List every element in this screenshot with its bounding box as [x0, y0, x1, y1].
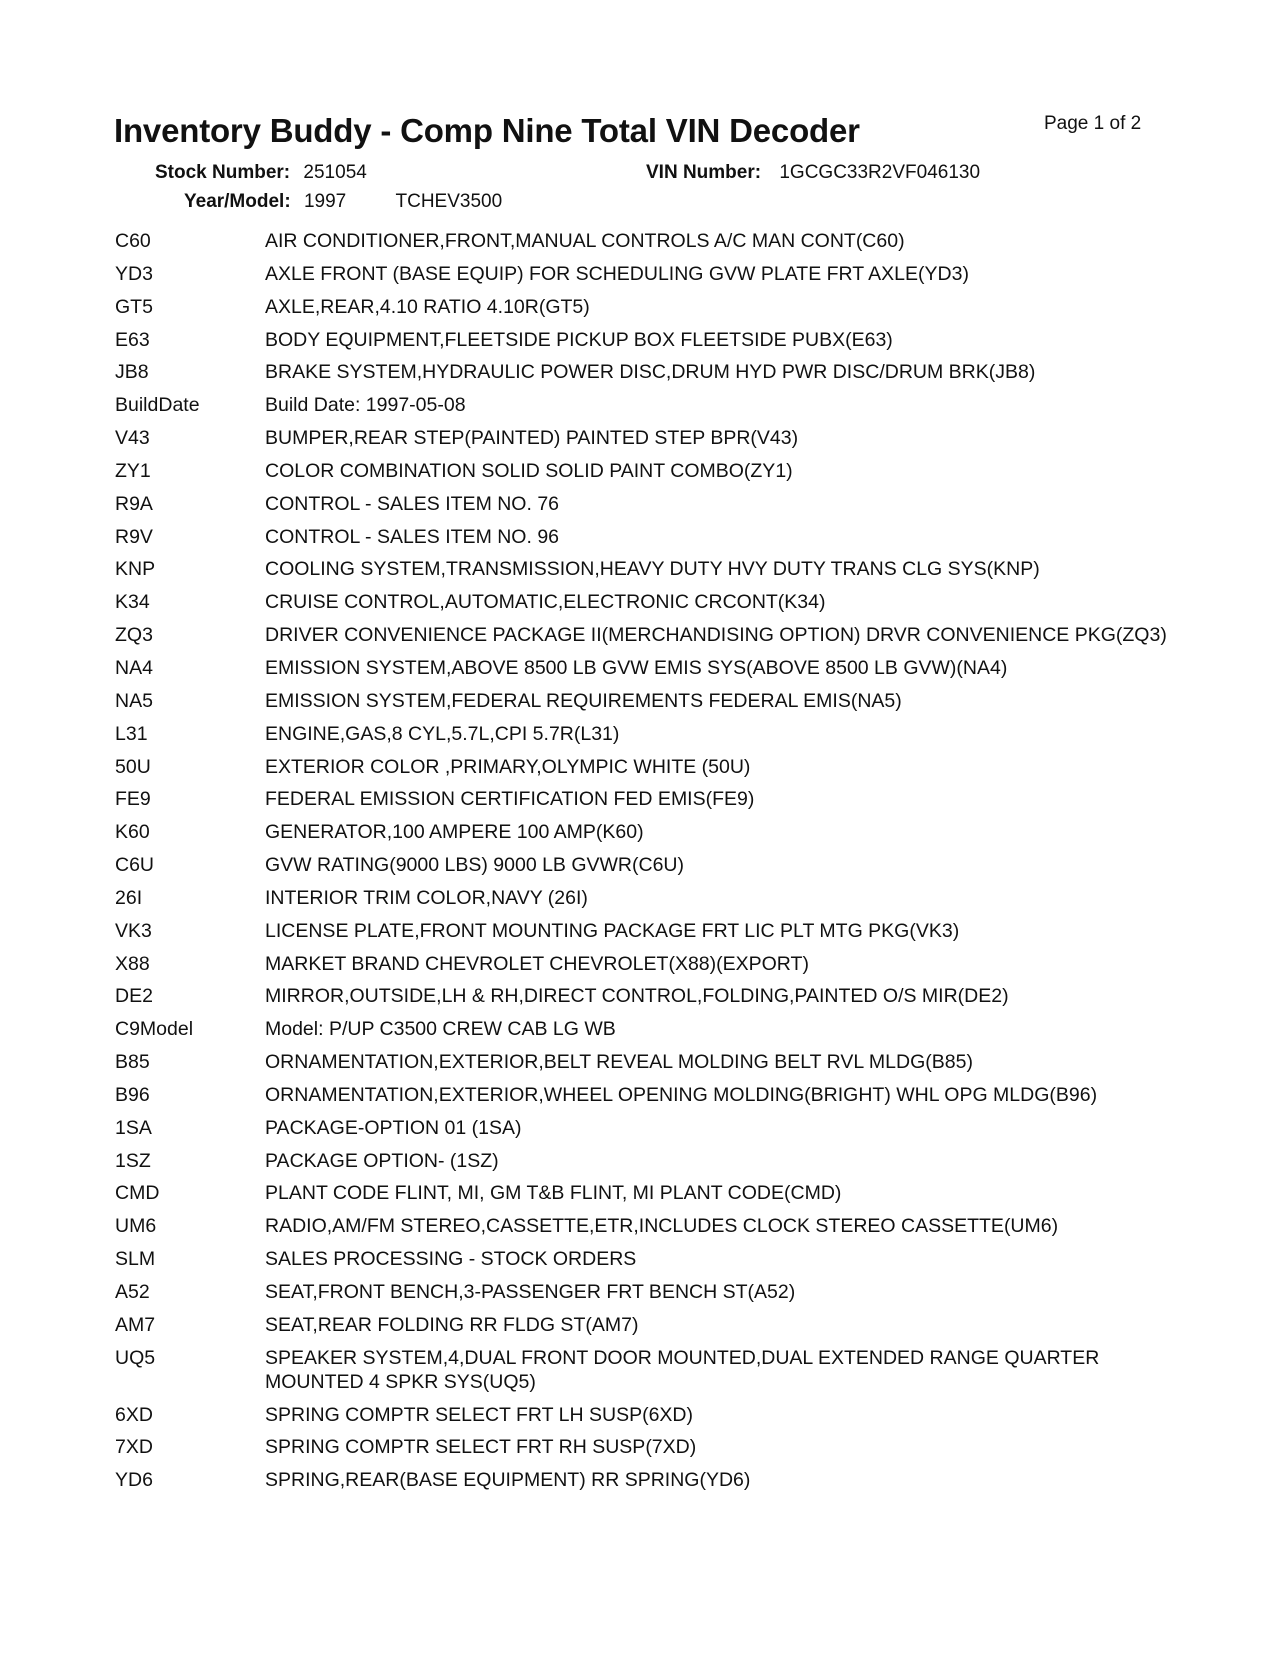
option-description: INTERIOR TRIM COLOR,NAVY (26I) — [265, 886, 588, 909]
option-description: RADIO,AM/FM STEREO,CASSETTE,ETR,INCLUDES CLOCK STEREO CASSETTE(UM6) — [265, 1215, 1059, 1238]
vin-number — [646, 162, 980, 184]
option-code: K34 — [115, 591, 150, 614]
option-code: V43 — [115, 427, 150, 450]
option-description: ORNAMENTATION,EXTERIOR,BELT REVEAL MOLDING BELT RVL MLDG(B85) — [265, 1051, 973, 1074]
option-row — [115, 919, 1175, 943]
option-row — [115, 984, 1175, 1008]
option-row — [115, 1346, 1175, 1394]
option-description: GENERATOR,100 AMPERE 100 AMP(K60) — [265, 821, 644, 844]
option-description: SALES PROCESSING - STOCK ORDERS — [265, 1248, 637, 1271]
option-code: JB8 — [115, 361, 149, 384]
option-code: NA5 — [115, 689, 153, 712]
option-code: DE2 — [115, 985, 153, 1008]
option-description: BRAKE SYSTEM,HYDRAULIC POWER DISC,DRUM HYD PWR DISC/DRUM BRK(JB8) — [265, 361, 1036, 384]
year-value: 1997 — [303, 191, 347, 212]
option-description: AXLE FRONT (BASE EQUIP) FOR SCHEDULING GVW PLATE FRT AXLE(YD3) — [265, 262, 969, 285]
option-description: EXTERIOR COLOR ,PRIMARY,OLYMPIC WHITE (50U) — [265, 755, 751, 778]
option-description: SPRING,REAR(BASE EQUIPMENT) RR SPRING(YD6) — [265, 1469, 751, 1492]
option-code: FE9 — [115, 788, 151, 811]
vin-number-label: VIN Number: — [646, 162, 762, 183]
option-code: 26I — [115, 886, 143, 909]
option-code: A52 — [115, 1281, 150, 1303]
option-code: CMD — [115, 1182, 160, 1205]
option-row — [115, 1181, 1175, 1205]
option-description: BODY EQUIPMENT,FLEETSIDE PICKUP BOX FLEETSIDE PUBX(E63) — [265, 328, 893, 351]
option-description: SPRING COMPTR SELECT FRT LH SUSP(6XD) — [265, 1403, 694, 1426]
option-description: PACKAGE OPTION- (1SZ) — [265, 1149, 499, 1172]
option-code: ZY1 — [115, 459, 151, 482]
option-row — [115, 722, 1175, 746]
option-code: 1SZ — [115, 1149, 151, 1172]
option-row — [115, 820, 1175, 844]
option-row — [115, 853, 1175, 877]
option-description: PLANT CODE FLINT, MI, GM T&B FLINT, MI PLANT CODE(CMD) — [265, 1182, 842, 1205]
option-description: MIRROR,OUTSIDE,LH & RH,DIRECT CONTROL,FOLDING,PAINTED O/S MIR(DE2) — [265, 985, 1009, 1008]
option-code: ZQ3 — [115, 624, 153, 647]
option-code: X88 — [115, 952, 150, 975]
option-row — [115, 755, 1175, 779]
option-row — [115, 689, 1175, 713]
option-description: CONTROL - SALES ITEM NO. 76 — [265, 492, 560, 515]
vin-number-value: 1GCGC33R2VF046130 — [779, 162, 981, 183]
option-description: Build Date: 1997-05-08 — [265, 394, 466, 417]
option-description: ENGINE,GAS,8 CYL,5.7L,CPI 5.7R(L31) — [265, 722, 620, 745]
year-model-label: Year/Model: — [184, 191, 291, 212]
option-row — [115, 557, 1175, 581]
option-row — [115, 1116, 1175, 1140]
option-row — [115, 623, 1175, 647]
option-code: C9Model — [115, 1018, 194, 1041]
stock-number — [155, 162, 367, 184]
stock-number-value: 251054 — [303, 162, 367, 183]
option-description: SPRING COMPTR SELECT FRT RH SUSP(7XD) — [265, 1436, 697, 1459]
option-code: 7XD — [115, 1436, 153, 1459]
page-title: Inventory Buddy - Comp Nine Total VIN Decoder — [114, 112, 860, 149]
option-row — [115, 1083, 1175, 1107]
option-code: UM6 — [115, 1215, 157, 1238]
option-row — [115, 492, 1175, 516]
option-row — [115, 229, 1175, 253]
option-description: DRIVER CONVENIENCE PACKAGE II(MERCHANDISING OPTION) DRVR CONVENIENCE PKG(ZQ3) — [265, 624, 1167, 647]
option-code: C6U — [115, 854, 155, 877]
option-row — [115, 328, 1175, 352]
option-description: ORNAMENTATION,EXTERIOR,WHEEL OPENING MOLDING(BRIGHT) WHL OPG MLDG(B96) — [265, 1083, 1098, 1106]
option-description: LICENSE PLATE,FRONT MOUNTING PACKAGE FRT LIC PLT MTG PKG(VK3) — [265, 919, 960, 942]
option-row — [115, 262, 1175, 286]
option-row — [115, 295, 1175, 319]
stock-number-label: Stock Number: — [155, 162, 291, 183]
option-code: AM7 — [115, 1313, 156, 1336]
option-code-list — [115, 229, 1175, 1501]
option-row — [115, 1247, 1175, 1271]
option-description: SEAT,FRONT BENCH,3-PASSENGER FRT BENCH ST(A52) — [265, 1281, 796, 1303]
option-code: BuildDate — [115, 394, 200, 417]
option-row — [115, 1403, 1175, 1427]
option-row — [115, 525, 1175, 549]
option-code: SLM — [115, 1248, 156, 1271]
option-code: NA4 — [115, 656, 153, 679]
option-code: VK3 — [115, 919, 152, 942]
option-code: B96 — [115, 1083, 150, 1106]
option-description: Model: P/UP C3500 CREW CAB LG WB — [265, 1018, 616, 1041]
option-row — [115, 1313, 1175, 1337]
option-row — [115, 360, 1175, 384]
option-code: 50U — [115, 755, 151, 778]
option-row — [115, 952, 1175, 976]
option-row — [115, 1280, 1175, 1304]
option-code: R9A — [115, 492, 153, 515]
option-row — [115, 656, 1175, 680]
option-description: FEDERAL EMISSION CERTIFICATION FED EMIS(FE9) — [265, 788, 755, 811]
option-row — [115, 459, 1175, 483]
option-code: KNP — [115, 558, 156, 581]
option-row — [115, 886, 1175, 910]
option-code: B85 — [115, 1051, 150, 1074]
option-code: R9V — [115, 525, 153, 548]
option-code: L31 — [115, 722, 148, 745]
option-description: COLOR COMBINATION SOLID SOLID PAINT COMBO(ZY1) — [265, 459, 793, 482]
option-description: SPEAKER SYSTEM,4,DUAL FRONT DOOR MOUNTED,DUAL EXTENDED RANGE QUARTER MOUNTED 4 SPKR SYS(UQ5) — [265, 1346, 1100, 1393]
option-code: E63 — [115, 328, 150, 351]
option-code: GT5 — [115, 295, 153, 318]
option-description: GVW RATING(9000 LBS) 9000 LB GVWR(C6U) — [265, 854, 685, 877]
option-row — [115, 1435, 1175, 1459]
model-value: TCHEV3500 — [395, 191, 503, 212]
option-code: C60 — [115, 230, 151, 252]
option-description: AXLE,REAR,4.10 RATIO 4.10R(GT5) — [265, 295, 590, 318]
option-row — [115, 787, 1175, 811]
year-model — [184, 191, 502, 213]
option-row — [115, 393, 1175, 417]
option-description: BUMPER,REAR STEP(PAINTED) PAINTED STEP BPR(V43) — [265, 427, 799, 450]
option-row — [115, 1468, 1175, 1492]
option-row — [115, 426, 1175, 450]
option-description: COOLING SYSTEM,TRANSMISSION,HEAVY DUTY HVY DUTY TRANS CLG SYS(KNP) — [265, 558, 1040, 581]
option-code: YD3 — [115, 262, 153, 285]
option-row — [115, 1214, 1175, 1238]
option-code: 1SA — [115, 1116, 152, 1139]
option-row — [115, 590, 1175, 614]
option-row — [115, 1149, 1175, 1173]
option-description: PACKAGE-OPTION 01 (1SA) — [265, 1116, 522, 1139]
option-description: EMISSION SYSTEM,FEDERAL REQUIREMENTS FEDERAL EMIS(NA5) — [265, 689, 902, 712]
option-description: CONTROL - SALES ITEM NO. 96 — [265, 525, 560, 548]
option-code: 6XD — [115, 1403, 153, 1426]
option-description: AIR CONDITIONER,FRONT,MANUAL CONTROLS A/C MAN CONT(C60) — [265, 230, 905, 252]
option-description: CRUISE CONTROL,AUTOMATIC,ELECTRONIC CRCONT(K34) — [265, 591, 826, 614]
option-description: MARKET BRAND CHEVROLET CHEVROLET(X88)(EXPORT) — [265, 952, 809, 975]
option-code: UQ5 — [115, 1346, 156, 1369]
option-row — [115, 1050, 1175, 1074]
page-number: Page 1 of 2 — [1044, 113, 1142, 134]
option-code: K60 — [115, 821, 150, 844]
option-code: YD6 — [115, 1469, 153, 1492]
option-description: SEAT,REAR FOLDING RR FLDG ST(AM7) — [265, 1313, 639, 1336]
option-description: EMISSION SYSTEM,ABOVE 8500 LB GVW EMIS SYS(ABOVE 8500 LB GVW)(NA4) — [265, 656, 1008, 679]
option-row — [115, 1017, 1175, 1041]
